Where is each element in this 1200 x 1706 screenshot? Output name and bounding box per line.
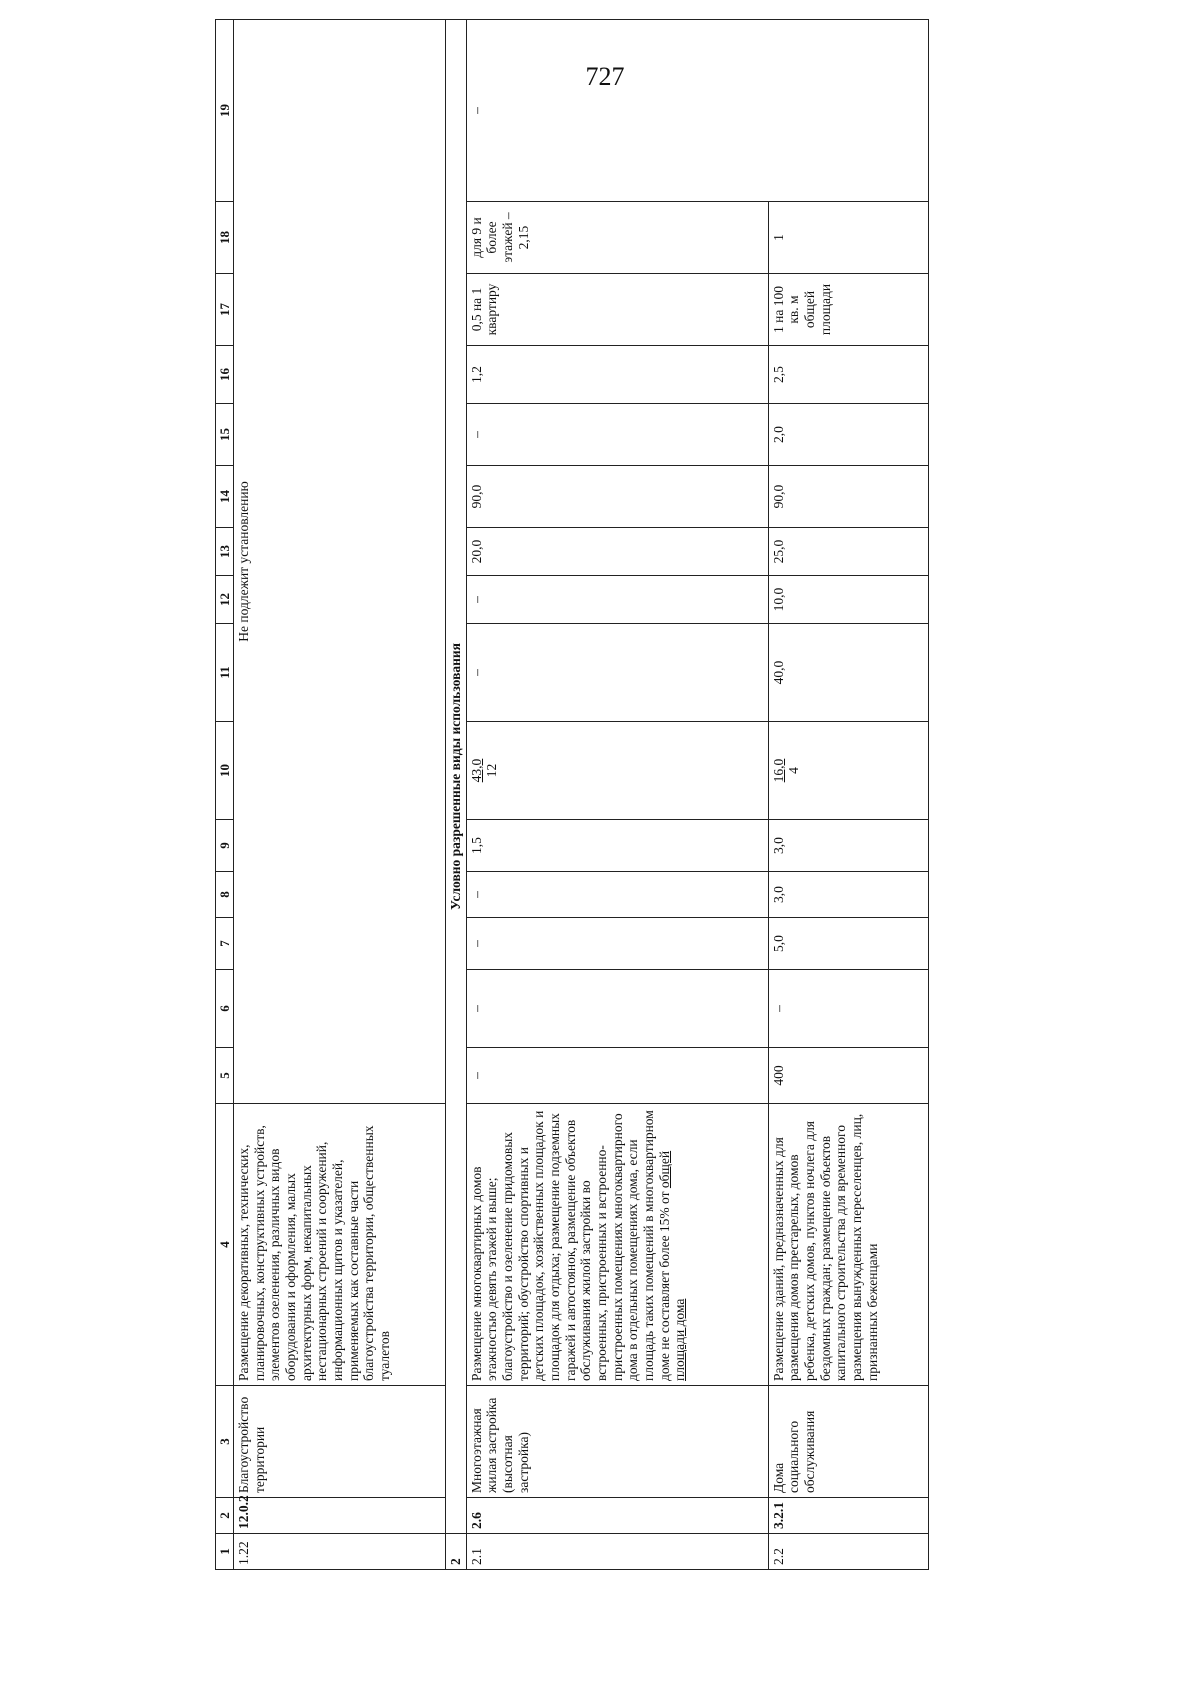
value-cell: –	[466, 624, 768, 722]
fraction-cell	[768, 722, 928, 820]
value-cell: –	[466, 576, 768, 624]
value-cell: 400	[768, 1048, 928, 1104]
header-cell: 6	[216, 970, 234, 1048]
merged-note: Не подлежит установлению	[234, 20, 446, 1104]
section-title: Условно разрешенные виды использования	[446, 20, 467, 1534]
header-cell: 11	[216, 624, 234, 722]
value-cell: –	[466, 970, 768, 1048]
use-code: 3.2.1	[768, 1498, 928, 1534]
header-cell: 4	[216, 1104, 234, 1386]
header-cell: 10	[216, 722, 234, 820]
header-row	[216, 20, 234, 1570]
section-number: 2	[446, 1534, 467, 1570]
header-cell: 18	[216, 202, 234, 274]
use-name: Многоэтажная жилая застройка (высотная застройка)	[466, 1386, 768, 1498]
header-cell: 15	[216, 404, 234, 466]
fraction-denominator: 12	[484, 763, 500, 778]
use-description	[466, 1104, 768, 1386]
fraction-cell	[466, 722, 768, 820]
value-cell: 25,0	[768, 528, 928, 576]
value-cell: 1	[768, 202, 928, 274]
value-cell: 3,0	[768, 872, 928, 918]
header-cell: 5	[216, 1048, 234, 1104]
header-cell: 7	[216, 918, 234, 970]
table-row	[466, 20, 768, 1570]
use-code: 12.0.2	[234, 1498, 446, 1534]
value-cell: 20,0	[466, 528, 768, 576]
fraction-denominator: 4	[786, 767, 802, 774]
value-cell: –	[768, 970, 928, 1048]
value-cell: –	[466, 404, 768, 466]
header-cell: 17	[216, 274, 234, 346]
regulations-table	[215, 19, 929, 1570]
value-cell: для 9 и более этажей – 2,15	[466, 202, 768, 274]
row-number: 2.2	[768, 1534, 928, 1570]
value-cell: –	[466, 918, 768, 970]
page-number: 727	[585, 62, 625, 91]
value-cell: 0,5 на 1 квартиру	[466, 274, 768, 346]
value-cell: 90,0	[466, 466, 768, 528]
value-cell: –	[466, 872, 768, 918]
value-cell: –	[466, 1048, 768, 1104]
value-cell: –	[466, 20, 928, 202]
value-cell: 1 на 100 кв. м общей площади	[768, 274, 928, 346]
row-number: 1.22	[234, 1534, 446, 1570]
table-row	[768, 20, 928, 1570]
section-row	[446, 20, 467, 1570]
value-cell: 1,5	[466, 820, 768, 872]
header-cell: 12	[216, 576, 234, 624]
header-cell: 1	[216, 1534, 234, 1570]
value-cell: 40,0	[768, 624, 928, 722]
header-cell: 19	[216, 20, 234, 202]
value-cell: 10,0	[768, 576, 928, 624]
fraction-numerator: 16,0	[770, 758, 786, 783]
use-name: Благоустройство территории	[234, 1386, 446, 1498]
table-row	[234, 20, 446, 1570]
value-cell: 2,5	[768, 346, 928, 404]
description-text: Размещение многоквартирных домов этажностью девять этажей и выше; благоустройство и озеленение придомовых территорий; обустройство спортивных и детских площадок, хозяйственных площадок и площадок для отдыха; размещение подземных гаражей и автостоянок, размещение объектов обслуживания жилой застройки во встроенных, пристроенных и встроенно-пристроенных помещениях многоквартирного дома в отдельных помещениях дома, если площадь таких помещений в многоквартирном доме не составляет более 15% от	[468, 1110, 672, 1381]
row-number: 2.1	[466, 1534, 768, 1570]
fraction-numerator: 43,0	[468, 758, 484, 783]
header-cell: 8	[216, 872, 234, 918]
header-cell: 14	[216, 466, 234, 528]
value-cell: 5,0	[768, 918, 928, 970]
use-name: Дома социального обслуживания	[768, 1386, 928, 1498]
use-description: Размещение зданий, предназначенных для размещения домов престарелых, домов ребенка, детских домов, пунктов ночлега для бездомных граждан; размещение объектов капитального строительства для временного размещения вынужденных переселенцев, лиц, признанных беженцами	[768, 1104, 928, 1386]
use-description: Размещение декоративных, технических, планировочных, конструктивных устройств, элементов озеленения, различных видов оборудования и оформления, малых архитектурных форм, некапитальных нестационарных строений и сооружений, информационных щитов и указателей, применяемых как составные части благоустройства территории, общественных туалетов	[234, 1104, 446, 1386]
value-cell: 2,0	[768, 404, 928, 466]
header-cell: 9	[216, 820, 234, 872]
header-cell: 16	[216, 346, 234, 404]
rotated-table-container	[215, 104, 1015, 1570]
value-cell: 1,2	[466, 346, 768, 404]
use-code: 2.6	[466, 1498, 768, 1534]
header-cell: 2	[216, 1498, 234, 1534]
value-cell: 3,0	[768, 820, 928, 872]
description-text-underlined: общей площади дома	[656, 1150, 688, 1381]
value-cell: 90,0	[768, 466, 928, 528]
header-cell: 3	[216, 1386, 234, 1498]
header-cell: 13	[216, 528, 234, 576]
